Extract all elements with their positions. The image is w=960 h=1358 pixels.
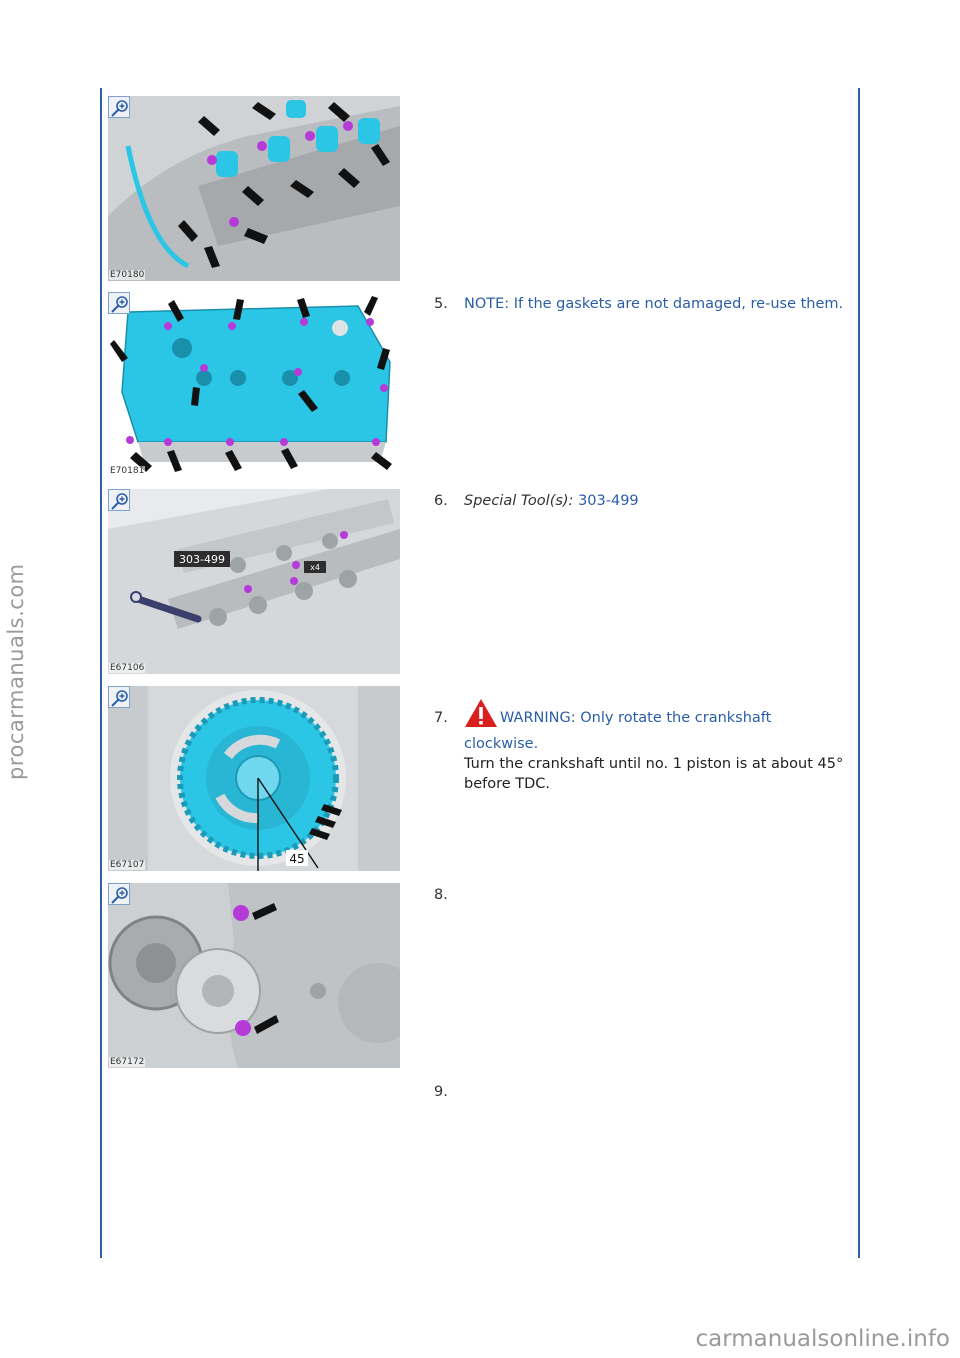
angle-label: 45 <box>289 852 305 866</box>
count-callout: x4 <box>310 563 320 572</box>
warning-text: WARNING: Only rotate the crankshaft clockwise. <box>464 710 772 752</box>
bottom-watermark: carmanualsonline.info <box>695 1326 950 1352</box>
warning-triangle-icon <box>464 698 498 734</box>
zoom-in-icon[interactable] <box>108 489 130 511</box>
special-tool-label: Special Tool(s): <box>464 493 574 509</box>
engine-illustration-5 <box>108 883 400 1068</box>
step-note: NOTE: If the gaskets are not damaged, re-use them. <box>464 296 844 312</box>
step-5 <box>434 294 848 314</box>
right-margin-rule <box>858 88 860 1258</box>
zoom-in-icon[interactable] <box>108 96 130 118</box>
figure-ignition-coils[interactable] <box>108 96 400 281</box>
figure-id: E67107 <box>110 860 145 870</box>
figure-id: E67106 <box>110 663 145 673</box>
step-instruction: Turn the crankshaft until no. 1 piston is at about 45° before TDC. <box>464 756 844 792</box>
zoom-in-icon[interactable] <box>108 883 130 905</box>
step-number: 8. <box>434 887 448 903</box>
special-tool-link[interactable]: 303-499 <box>578 493 639 509</box>
figure-crankshaft-pulley[interactable] <box>108 686 400 871</box>
figure-cam-cover[interactable] <box>108 292 400 477</box>
figure-special-tool[interactable] <box>108 489 400 674</box>
engine-illustration-4 <box>108 686 400 871</box>
figure-id: E70181 <box>110 466 145 476</box>
step-7 <box>434 690 848 794</box>
step-number: 7. <box>434 710 448 726</box>
step-number: 5. <box>434 296 448 312</box>
figure-timing-cover-bolts[interactable] <box>108 883 400 1068</box>
engine-illustration-1 <box>108 96 400 281</box>
engine-illustration-2 <box>108 292 400 477</box>
zoom-in-icon[interactable] <box>108 686 130 708</box>
tool-callout: 303-499 <box>179 553 225 566</box>
zoom-in-icon[interactable] <box>108 292 130 314</box>
step-number: 6. <box>434 493 448 509</box>
left-margin-rule <box>100 88 102 1258</box>
step-number: 9. <box>434 1084 448 1100</box>
side-watermark: procarmanuals.com <box>4 563 28 780</box>
figure-id: E67172 <box>110 1057 145 1067</box>
step-6 <box>434 491 848 511</box>
engine-illustration-3 <box>108 489 400 674</box>
figure-id: E70180 <box>110 270 145 280</box>
